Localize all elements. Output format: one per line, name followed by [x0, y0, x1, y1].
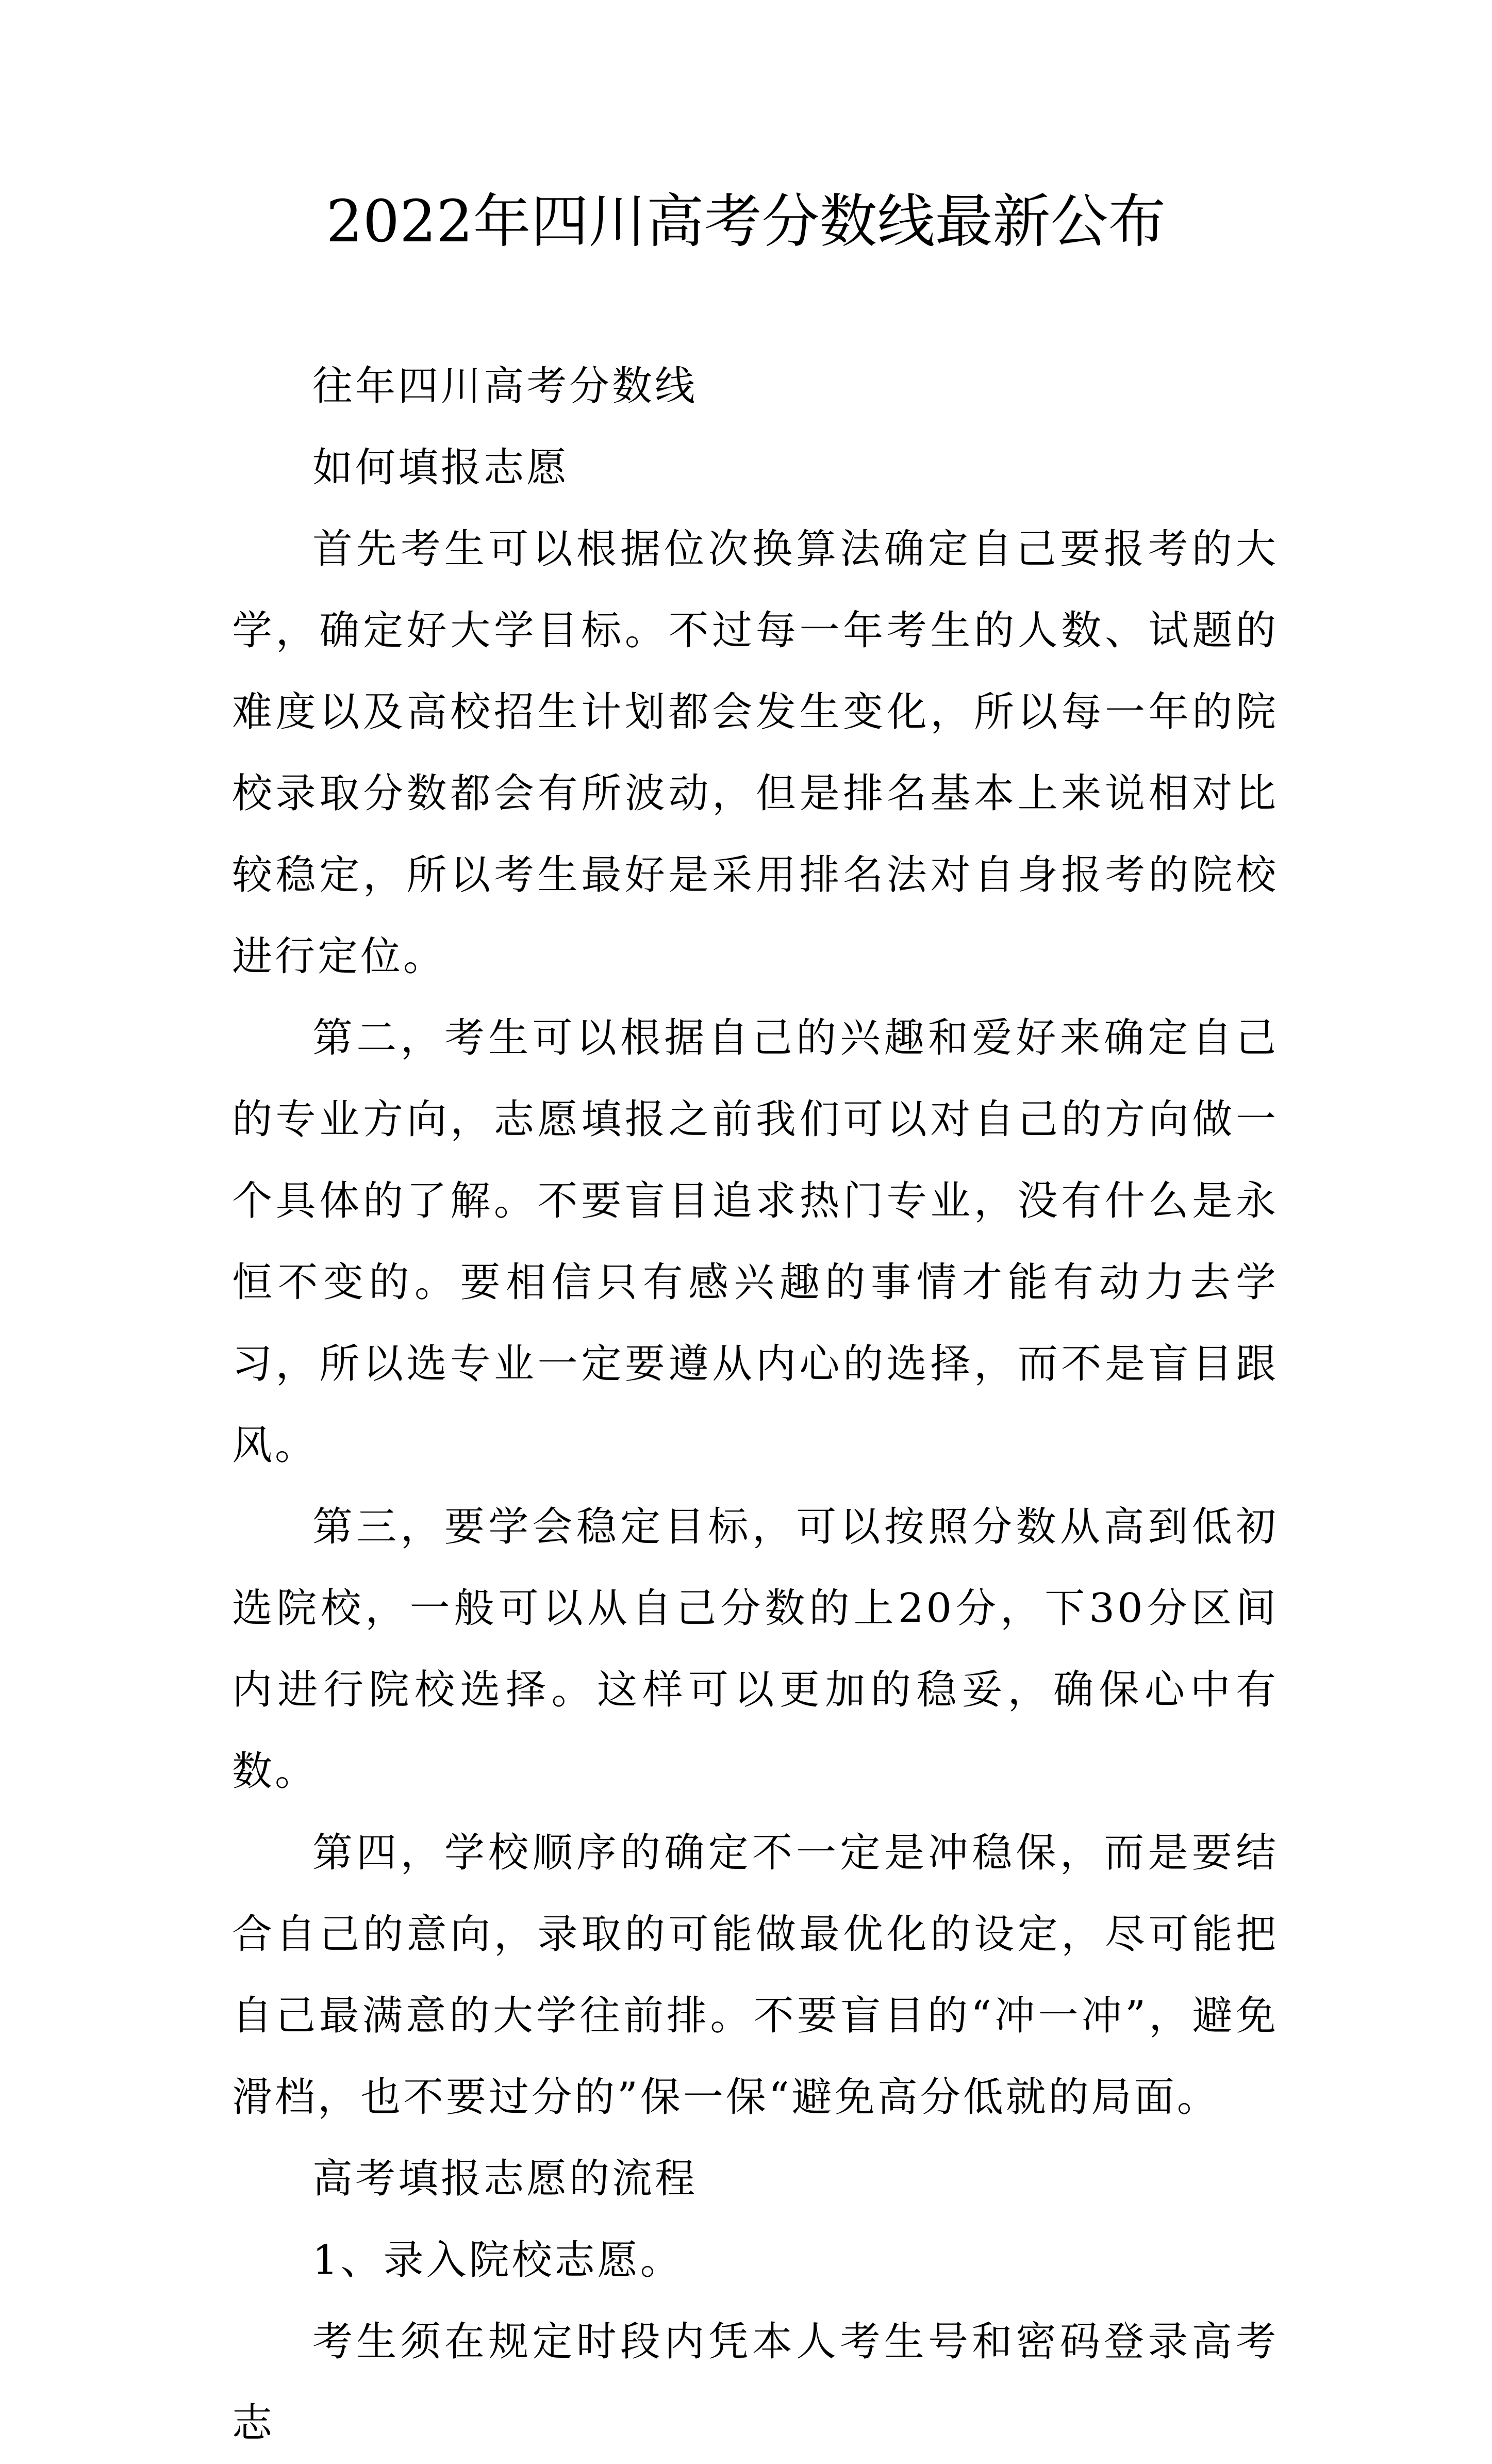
paragraph-step-one-detail: 考生须在规定时段内凭本人考生号和密码登录高考志 [232, 2319, 1279, 2446]
paragraph-heading-past-scores: 往年四川高考分数线 [312, 363, 698, 409]
paragraph-second-tip: 第二，考生可以根据自己的兴趣和爱好来确定自己的专业方向，志愿填报之前我们可以对自己的方向做一个具体的了解。不要盲目追求热门专业，没有什么是永恒不变的。要相信只有感兴趣的事情才能有动力去学习，所以选专业一定要遵从内心的选择，而不是盲目跟风。 [232, 1015, 1279, 1469]
document-body [232, 346, 1279, 2464]
document-title: 2022年四川高考分数线最新公布 [326, 188, 1166, 255]
paragraph-heading-how-to-apply: 如何填报志愿 [312, 445, 570, 491]
paragraph-heading-process: 高考填报志愿的流程 [312, 2156, 698, 2202]
paragraph-third-tip: 第三，要学会稳定目标，可以按照分数从高到低初选院校，一般可以从自己分数的上20分，下30分区间内进行院校选择。这样可以更加的稳妥，确保心中有数。 [232, 1504, 1279, 1795]
paragraph-fourth-tip: 第四，学校顺序的确定不一定是冲稳保，而是要结合自己的意向，录取的可能做最优化的设定，尽可能把自己最满意的大学往前排。不要盲目的“冲一冲”，避免滑档，也不要过分的”保一保“避免高分低就的局面。 [232, 1830, 1279, 2121]
paragraph-first-tip: 首先考生可以根据位次换算法确定自己要报考的大学，确定好大学目标。不过每一年考生的人数、试题的难度以及高校招生计划都会发生变化，所以每一年的院校录取分数都会有所波动，但是排名基本上来说相对比较稳定，所以考生最好是采用排名法对自身报考的院校进行定位。 [232, 526, 1279, 980]
paragraph-step-one: 1、录入院校志愿。 [312, 2237, 683, 2284]
